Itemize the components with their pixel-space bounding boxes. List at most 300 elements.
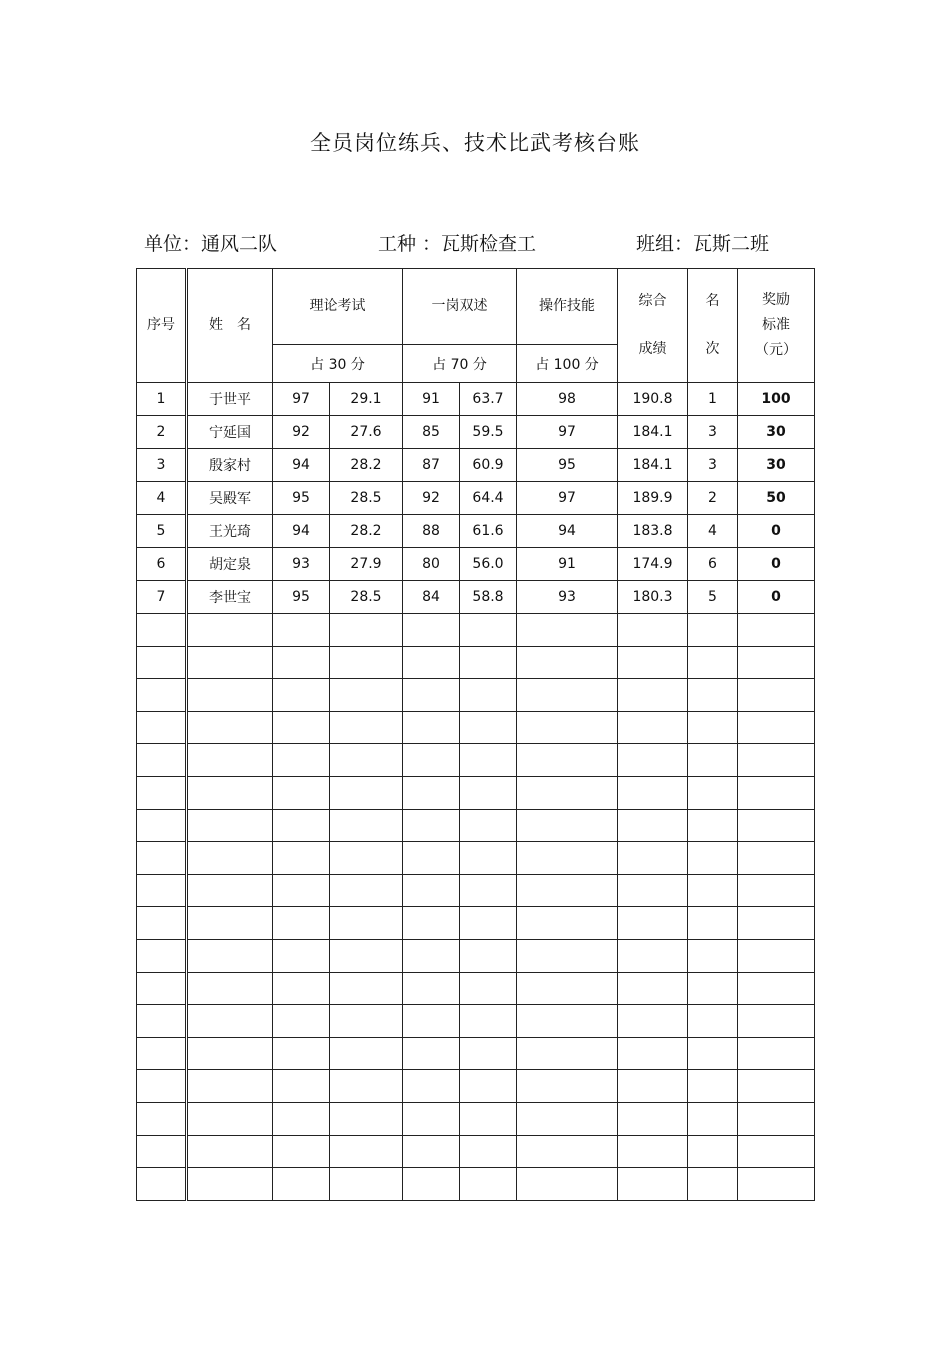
cell-total: 190.8 — [618, 383, 688, 416]
empty-cell — [403, 1135, 460, 1168]
empty-cell — [403, 1005, 460, 1038]
empty-cell — [187, 1135, 273, 1168]
cell-rank: 2 — [688, 482, 738, 515]
empty-cell — [688, 646, 738, 679]
cell-name: 胡定泉 — [187, 548, 273, 581]
empty-cell — [738, 744, 815, 777]
empty-cell — [273, 646, 330, 679]
empty-cell — [688, 614, 738, 647]
empty-cell — [273, 1037, 330, 1070]
empty-cell — [330, 907, 403, 940]
table-row — [137, 515, 815, 548]
empty-cell — [273, 809, 330, 842]
empty-cell — [618, 842, 688, 875]
header-name: 姓 名 — [187, 269, 273, 383]
cell-reward: 0 — [738, 548, 815, 581]
empty-cell — [330, 939, 403, 972]
empty-cell — [460, 842, 517, 875]
header-rank-line1: 名 — [705, 293, 720, 310]
empty-row — [137, 842, 815, 875]
empty-cell — [517, 679, 618, 712]
empty-cell — [137, 711, 187, 744]
empty-cell — [187, 679, 273, 712]
table-row — [137, 383, 815, 416]
empty-cell — [688, 1135, 738, 1168]
empty-cell — [618, 1005, 688, 1038]
empty-cell — [403, 809, 460, 842]
empty-cell — [403, 744, 460, 777]
empty-cell — [738, 1005, 815, 1038]
table-row — [137, 482, 815, 515]
header-skill: 操作技能 — [517, 269, 618, 345]
empty-cell — [403, 614, 460, 647]
empty-cell — [688, 1037, 738, 1070]
header-row-1 — [137, 269, 815, 345]
empty-cell — [403, 679, 460, 712]
cell-post-raw: 92 — [403, 482, 460, 515]
empty-cell — [460, 711, 517, 744]
empty-cell — [330, 1037, 403, 1070]
empty-cell — [187, 939, 273, 972]
empty-cell — [137, 842, 187, 875]
empty-cell — [618, 939, 688, 972]
empty-cell — [517, 809, 618, 842]
empty-cell — [688, 842, 738, 875]
empty-cell — [403, 1070, 460, 1103]
empty-cell — [330, 744, 403, 777]
empty-row — [137, 776, 815, 809]
empty-cell — [517, 939, 618, 972]
empty-cell — [618, 744, 688, 777]
empty-cell — [688, 907, 738, 940]
header-total-line1: 综合 — [638, 293, 667, 310]
cell-skill: 98 — [517, 383, 618, 416]
empty-cell — [403, 1102, 460, 1135]
empty-cell — [618, 809, 688, 842]
empty-row — [137, 711, 815, 744]
cell-theory-raw: 92 — [273, 416, 330, 449]
assessment-table — [136, 268, 815, 1201]
empty-cell — [618, 1135, 688, 1168]
cell-name: 吴殿军 — [187, 482, 273, 515]
cell-skill: 95 — [517, 449, 618, 482]
empty-cell — [460, 972, 517, 1005]
cell-reward: 0 — [738, 581, 815, 614]
empty-cell — [460, 809, 517, 842]
cell-total: 189.9 — [618, 482, 688, 515]
empty-cell — [330, 711, 403, 744]
empty-row — [137, 1070, 815, 1103]
cell-total: 184.1 — [618, 449, 688, 482]
empty-cell — [517, 842, 618, 875]
empty-cell — [618, 776, 688, 809]
header-reward — [738, 269, 815, 383]
cell-theory-score: 27.6 — [330, 416, 403, 449]
empty-cell — [137, 1135, 187, 1168]
empty-cell — [187, 972, 273, 1005]
empty-cell — [738, 679, 815, 712]
empty-cell — [137, 614, 187, 647]
empty-cell — [187, 1168, 273, 1201]
empty-cell — [517, 907, 618, 940]
empty-cell — [517, 1135, 618, 1168]
cell-theory-score: 27.9 — [330, 548, 403, 581]
empty-cell — [187, 1070, 273, 1103]
empty-cell — [688, 679, 738, 712]
empty-cell — [273, 614, 330, 647]
empty-cell — [618, 1168, 688, 1201]
empty-cell — [618, 1037, 688, 1070]
empty-cell — [137, 1005, 187, 1038]
header-reward-line3: （元） — [755, 342, 797, 359]
empty-cell — [618, 711, 688, 744]
empty-cell — [273, 939, 330, 972]
empty-row — [137, 1005, 815, 1038]
empty-cell — [273, 711, 330, 744]
empty-cell — [460, 646, 517, 679]
empty-cell — [460, 1005, 517, 1038]
header-post-weight: 占 70 分 — [403, 345, 517, 383]
empty-cell — [187, 907, 273, 940]
empty-row — [137, 646, 815, 679]
empty-cell — [517, 972, 618, 1005]
cell-theory-score: 29.1 — [330, 383, 403, 416]
empty-cell — [137, 809, 187, 842]
document-title: 全员岗位练兵、技术比武考核台账 — [310, 131, 640, 155]
cell-post-raw: 87 — [403, 449, 460, 482]
empty-cell — [688, 1005, 738, 1038]
empty-row — [137, 744, 815, 777]
cell-theory-score: 28.5 — [330, 581, 403, 614]
empty-cell — [187, 646, 273, 679]
empty-cell — [187, 614, 273, 647]
header-theory: 理论考试 — [273, 269, 403, 345]
empty-cell — [738, 776, 815, 809]
empty-cell — [273, 842, 330, 875]
empty-cell — [738, 1102, 815, 1135]
empty-cell — [187, 1102, 273, 1135]
cell-post-raw: 84 — [403, 581, 460, 614]
cell-seq: 5 — [137, 515, 187, 548]
empty-cell — [460, 1037, 517, 1070]
empty-cell — [187, 711, 273, 744]
empty-cell — [517, 1168, 618, 1201]
empty-cell — [187, 874, 273, 907]
empty-row — [137, 1037, 815, 1070]
empty-cell — [330, 646, 403, 679]
empty-row — [137, 1135, 815, 1168]
empty-row — [137, 1168, 815, 1201]
empty-cell — [618, 907, 688, 940]
empty-cell — [460, 1102, 517, 1135]
cell-rank: 6 — [688, 548, 738, 581]
empty-cell — [517, 776, 618, 809]
empty-cell — [403, 842, 460, 875]
header-seq: 序号 — [137, 269, 187, 383]
empty-cell — [688, 809, 738, 842]
cell-post-score: 59.5 — [460, 416, 517, 449]
cell-seq: 1 — [137, 383, 187, 416]
empty-cell — [187, 1005, 273, 1038]
empty-cell — [738, 1168, 815, 1201]
empty-cell — [330, 1102, 403, 1135]
cell-skill: 97 — [517, 416, 618, 449]
empty-cell — [738, 874, 815, 907]
header-rank — [688, 269, 738, 383]
cell-seq: 4 — [137, 482, 187, 515]
empty-cell — [460, 874, 517, 907]
empty-row — [137, 972, 815, 1005]
empty-cell — [517, 874, 618, 907]
empty-cell — [738, 907, 815, 940]
empty-cell — [330, 1005, 403, 1038]
empty-cell — [618, 646, 688, 679]
empty-cell — [273, 874, 330, 907]
empty-cell — [688, 1070, 738, 1103]
empty-cell — [137, 1102, 187, 1135]
empty-cell — [187, 776, 273, 809]
empty-cell — [403, 776, 460, 809]
empty-cell — [517, 1005, 618, 1038]
empty-cell — [460, 939, 517, 972]
header-total-line2: 成绩 — [638, 340, 667, 357]
table-row — [137, 548, 815, 581]
empty-cell — [460, 744, 517, 777]
empty-cell — [330, 614, 403, 647]
cell-theory-raw: 94 — [273, 449, 330, 482]
cell-seq: 7 — [137, 581, 187, 614]
empty-cell — [403, 874, 460, 907]
empty-cell — [517, 744, 618, 777]
empty-cell — [738, 1037, 815, 1070]
empty-cell — [460, 1070, 517, 1103]
cell-skill: 91 — [517, 548, 618, 581]
cell-rank: 5 — [688, 581, 738, 614]
header-post: 一岗双述 — [403, 269, 517, 345]
empty-cell — [330, 842, 403, 875]
cell-reward: 30 — [738, 449, 815, 482]
empty-cell — [460, 907, 517, 940]
table-row — [137, 449, 815, 482]
cell-post-raw: 80 — [403, 548, 460, 581]
table-body — [137, 269, 815, 1201]
empty-row — [137, 1102, 815, 1135]
cell-skill: 97 — [517, 482, 618, 515]
empty-cell — [618, 874, 688, 907]
empty-cell — [403, 1037, 460, 1070]
header-reward-line1: 奖励 — [762, 291, 790, 308]
empty-cell — [517, 646, 618, 679]
empty-cell — [137, 744, 187, 777]
empty-cell — [273, 679, 330, 712]
empty-cell — [517, 614, 618, 647]
empty-cell — [738, 1135, 815, 1168]
cell-theory-score: 28.2 — [330, 515, 403, 548]
cell-theory-score: 28.5 — [330, 482, 403, 515]
empty-cell — [273, 1168, 330, 1201]
cell-name: 王光琦 — [187, 515, 273, 548]
empty-cell — [403, 646, 460, 679]
empty-row — [137, 874, 815, 907]
empty-row — [137, 614, 815, 647]
empty-cell — [460, 1135, 517, 1168]
cell-theory-raw: 95 — [273, 482, 330, 515]
empty-cell — [460, 614, 517, 647]
empty-cell — [618, 1102, 688, 1135]
cell-reward: 0 — [738, 515, 815, 548]
empty-cell — [688, 776, 738, 809]
empty-cell — [137, 1070, 187, 1103]
table-row — [137, 416, 815, 449]
cell-total: 174.9 — [618, 548, 688, 581]
cell-rank: 4 — [688, 515, 738, 548]
empty-cell — [330, 1070, 403, 1103]
cell-total: 180.3 — [618, 581, 688, 614]
empty-cell — [137, 776, 187, 809]
empty-cell — [403, 972, 460, 1005]
empty-cell — [137, 874, 187, 907]
empty-cell — [330, 1135, 403, 1168]
empty-cell — [187, 809, 273, 842]
cell-seq: 6 — [137, 548, 187, 581]
cell-rank: 1 — [688, 383, 738, 416]
cell-post-score: 64.4 — [460, 482, 517, 515]
empty-cell — [738, 711, 815, 744]
header-skill-weight: 占 100 分 — [517, 345, 618, 383]
cell-total: 183.8 — [618, 515, 688, 548]
empty-cell — [618, 679, 688, 712]
empty-cell — [273, 1102, 330, 1135]
empty-cell — [517, 1102, 618, 1135]
empty-cell — [618, 972, 688, 1005]
empty-cell — [273, 907, 330, 940]
empty-cell — [187, 842, 273, 875]
empty-cell — [137, 939, 187, 972]
empty-cell — [330, 1168, 403, 1201]
cell-theory-raw: 97 — [273, 383, 330, 416]
cell-seq: 3 — [137, 449, 187, 482]
cell-reward: 50 — [738, 482, 815, 515]
cell-post-score: 60.9 — [460, 449, 517, 482]
header-total — [618, 269, 688, 383]
empty-cell — [738, 646, 815, 679]
cell-name: 李世宝 — [187, 581, 273, 614]
cell-post-score: 58.8 — [460, 581, 517, 614]
empty-cell — [403, 711, 460, 744]
empty-cell — [187, 744, 273, 777]
empty-cell — [137, 679, 187, 712]
cell-post-raw: 85 — [403, 416, 460, 449]
cell-post-score: 56.0 — [460, 548, 517, 581]
cell-seq: 2 — [137, 416, 187, 449]
empty-cell — [330, 972, 403, 1005]
work-type-label: 工种 ：瓦斯检查工 — [378, 233, 537, 255]
cell-theory-score: 28.2 — [330, 449, 403, 482]
cell-rank: 3 — [688, 416, 738, 449]
empty-cell — [273, 1070, 330, 1103]
empty-cell — [330, 776, 403, 809]
unit-label: 单位：通风二队 — [144, 233, 278, 255]
empty-cell — [403, 939, 460, 972]
header-reward-line2: 标准 — [762, 316, 790, 333]
empty-cell — [688, 874, 738, 907]
empty-cell — [330, 874, 403, 907]
cell-reward: 100 — [738, 383, 815, 416]
empty-cell — [738, 972, 815, 1005]
empty-cell — [517, 711, 618, 744]
empty-cell — [330, 679, 403, 712]
cell-skill: 94 — [517, 515, 618, 548]
empty-cell — [738, 614, 815, 647]
empty-cell — [618, 614, 688, 647]
empty-cell — [688, 1168, 738, 1201]
cell-name: 宁延国 — [187, 416, 273, 449]
empty-cell — [618, 1070, 688, 1103]
header-rank-line2: 次 — [705, 340, 720, 357]
empty-cell — [273, 776, 330, 809]
table-row — [137, 581, 815, 614]
empty-cell — [403, 1168, 460, 1201]
cell-skill: 93 — [517, 581, 618, 614]
empty-cell — [688, 711, 738, 744]
empty-cell — [273, 1135, 330, 1168]
cell-theory-raw: 94 — [273, 515, 330, 548]
cell-name: 殷家村 — [187, 449, 273, 482]
empty-cell — [460, 679, 517, 712]
empty-row — [137, 679, 815, 712]
empty-cell — [137, 972, 187, 1005]
header-theory-weight: 占 30 分 — [273, 345, 403, 383]
empty-row — [137, 907, 815, 940]
empty-cell — [738, 1070, 815, 1103]
empty-cell — [137, 1168, 187, 1201]
empty-cell — [137, 646, 187, 679]
cell-post-score: 61.6 — [460, 515, 517, 548]
empty-cell — [273, 972, 330, 1005]
empty-cell — [460, 776, 517, 809]
empty-cell — [403, 907, 460, 940]
cell-rank: 3 — [688, 449, 738, 482]
cell-reward: 30 — [738, 416, 815, 449]
cell-post-raw: 88 — [403, 515, 460, 548]
empty-row — [137, 939, 815, 972]
cell-post-raw: 91 — [403, 383, 460, 416]
empty-cell — [738, 842, 815, 875]
empty-cell — [273, 744, 330, 777]
empty-cell — [738, 939, 815, 972]
empty-cell — [273, 1005, 330, 1038]
empty-cell — [517, 1070, 618, 1103]
empty-cell — [688, 939, 738, 972]
empty-cell — [137, 1037, 187, 1070]
empty-cell — [460, 1168, 517, 1201]
empty-cell — [688, 744, 738, 777]
cell-total: 184.1 — [618, 416, 688, 449]
empty-row — [137, 809, 815, 842]
empty-cell — [688, 972, 738, 1005]
empty-cell — [738, 809, 815, 842]
cell-name: 于世平 — [187, 383, 273, 416]
cell-post-score: 63.7 — [460, 383, 517, 416]
empty-cell — [187, 1037, 273, 1070]
cell-theory-raw: 95 — [273, 581, 330, 614]
team-label: 班组：瓦斯二班 — [636, 233, 770, 255]
empty-cell — [330, 809, 403, 842]
empty-cell — [137, 907, 187, 940]
empty-cell — [688, 1102, 738, 1135]
empty-cell — [517, 1037, 618, 1070]
cell-theory-raw: 93 — [273, 548, 330, 581]
